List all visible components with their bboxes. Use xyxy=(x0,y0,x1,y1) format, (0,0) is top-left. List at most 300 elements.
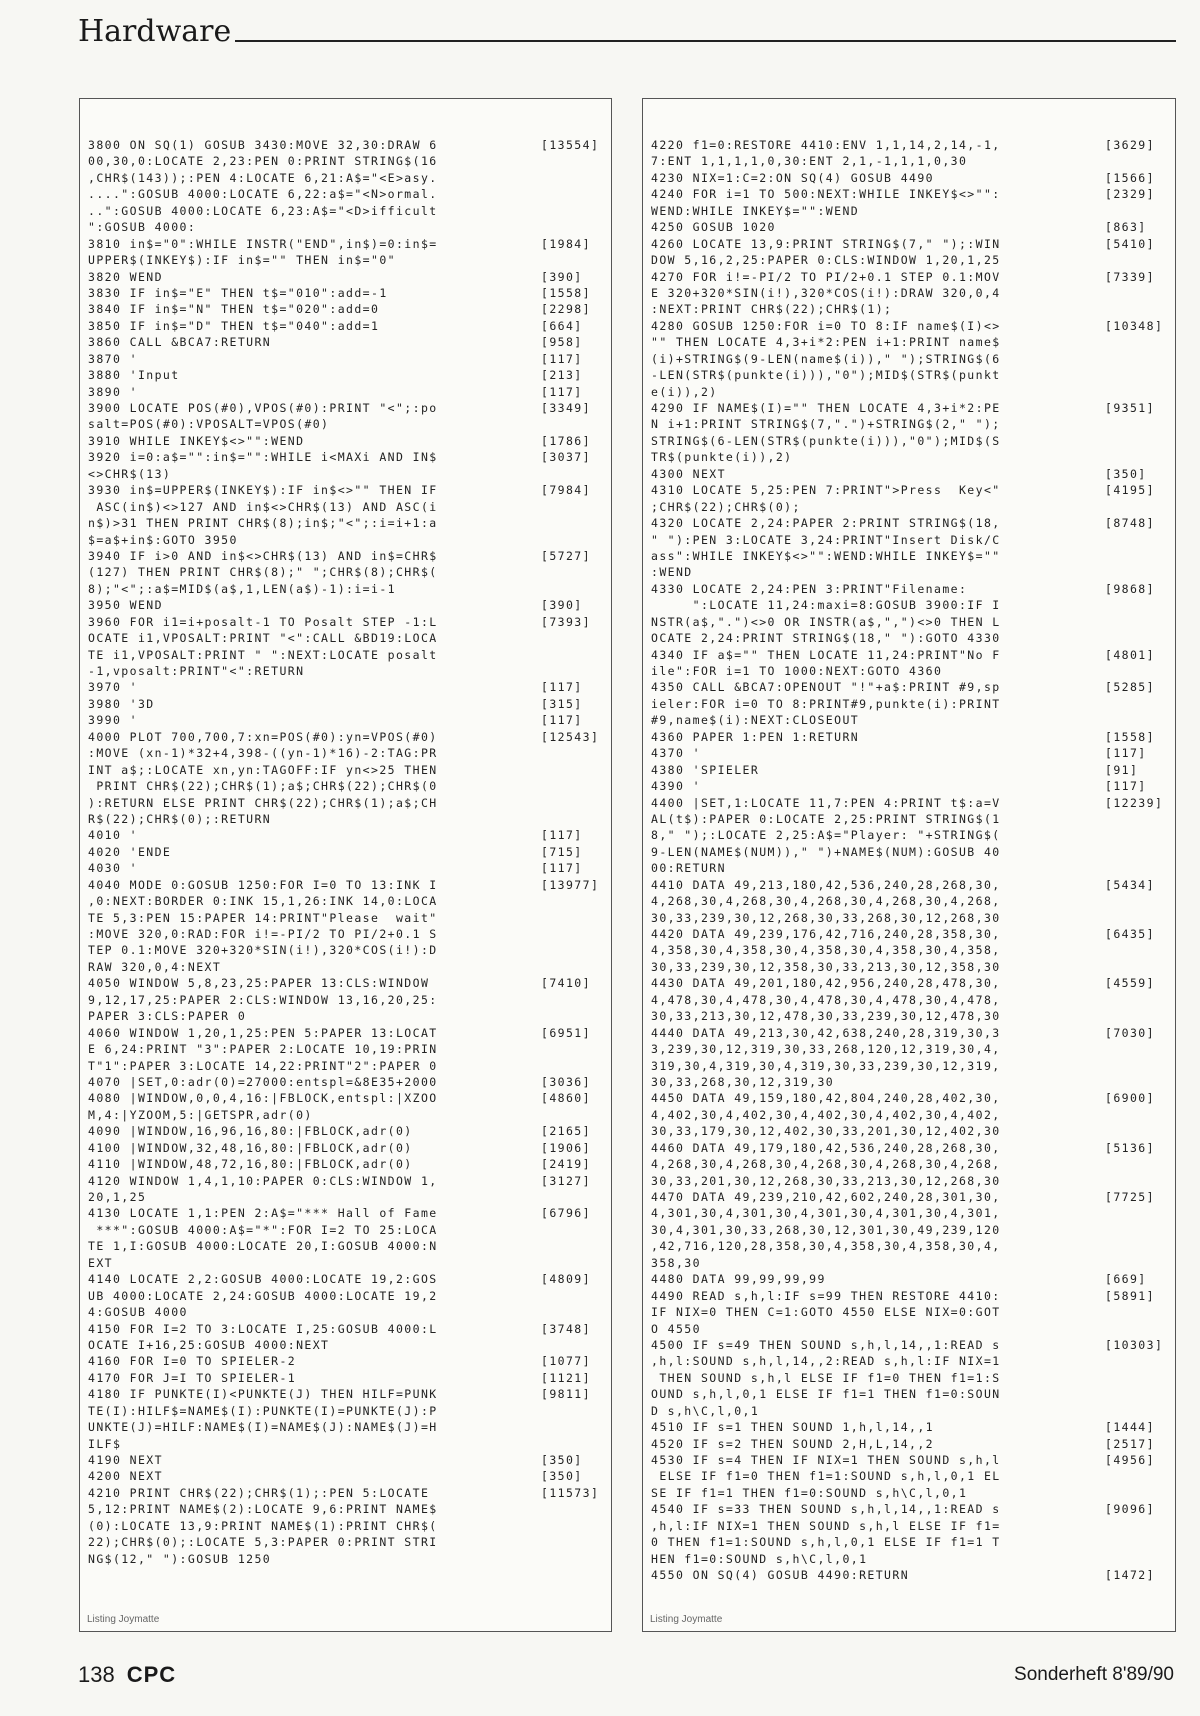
checksum: [3036] xyxy=(541,1074,591,1089)
code-line xyxy=(88,614,605,630)
code-line xyxy=(651,827,1169,843)
code-text: AL(t$):PAPER 0:LOCATE 2,25:PRINT STRING$(1 xyxy=(651,811,1001,826)
code-text: ":LOCATE 11,24:maxi=8:GOSUB 3900:IF I xyxy=(651,598,1001,613)
code-text: 30,33,239,30,12,358,30,33,213,30,12,358,30 xyxy=(651,959,1001,974)
code-text: " "):PEN 3:LOCATE 3,24:PRINT"Insert Disk/C xyxy=(651,532,1001,547)
code-line xyxy=(88,236,605,252)
code-text: 319,30,4,319,30,4,319,30,33,239,30,12,319, xyxy=(651,1058,1001,1073)
code-line xyxy=(88,1271,605,1287)
checksum xyxy=(537,630,605,646)
code-text: 3870 ' xyxy=(88,351,138,366)
code-text: NG$(12," "):GOSUB 1250 xyxy=(88,1551,272,1566)
code-text: UB 4000:LOCATE 2,24:GOSUB 4000:LOCATE 19,2 xyxy=(88,1288,438,1303)
code-text: 4260 LOCATE 13,9:PRINT STRING$(7," ");:WIN xyxy=(651,236,1001,251)
code-line xyxy=(651,1321,1169,1337)
code-text: 4420 DATA 49,239,176,42,716,240,28,358,30, xyxy=(651,927,1001,941)
checksum xyxy=(537,515,605,531)
code-text: 4100 |WINDOW,32,48,16,80:|FBLOCK,adr(0) xyxy=(88,1140,413,1155)
code-text: 4500 IF s=49 THEN SOUND s,h,l,14,,1:READ s xyxy=(651,1337,1001,1352)
code-text: 4490 READ s,h,l:IF s=99 THEN RESTORE 4410: xyxy=(651,1288,1001,1303)
code-line xyxy=(651,285,1169,301)
code-text: THEN SOUND s,h,l ELSE IF f1=0 THEN f1=1:S xyxy=(651,1370,1001,1385)
code-text: 4280 GOSUB 1250:FOR i=0 TO 8:IF name$(I)<> xyxy=(651,318,1001,333)
code-line xyxy=(651,301,1169,317)
code-line xyxy=(88,1173,605,1189)
checksum xyxy=(1101,203,1169,219)
code-line xyxy=(88,745,605,761)
checksum xyxy=(1101,1156,1169,1172)
checksum xyxy=(1101,992,1169,1008)
checksum xyxy=(1101,1353,1169,1369)
code-text: 4380 'SPIELER xyxy=(651,762,760,777)
code-line xyxy=(651,334,1169,350)
checksum xyxy=(1101,1058,1169,1074)
code-line xyxy=(651,877,1169,893)
checksum: [2419] xyxy=(541,1157,591,1172)
checksum xyxy=(1101,384,1169,400)
checksum: [3748] xyxy=(541,1321,591,1336)
code-text: 4440 DATA 49,213,30,42,638,240,28,319,30,3 xyxy=(651,1025,1001,1040)
listing-panel-left xyxy=(79,98,612,1632)
checksum: [10348] xyxy=(1105,318,1164,333)
code-text: 4460 DATA 49,179,180,42,536,240,28,268,30, xyxy=(651,1140,1001,1155)
checksum xyxy=(1101,893,1169,909)
checksum xyxy=(537,1008,605,1024)
page-footer-left xyxy=(78,1662,176,1688)
code-text: 3800 ON SQ(1) GOSUB 3430:MOVE 32,30:DRAW 6 xyxy=(88,138,438,152)
code-text: 4,358,30,4,358,30,4,358,30,4,358,30,4,358, xyxy=(651,943,1001,958)
code-text: ***":GOSUB 4000:A$="*":FOR I=2 TO 25:LOCA xyxy=(88,1222,438,1237)
checksum xyxy=(537,1107,605,1123)
checksum: [4809] xyxy=(541,1272,591,1287)
checksum xyxy=(537,219,605,235)
checksum xyxy=(537,252,605,268)
code-text: 4010 ' xyxy=(88,828,138,843)
code-line xyxy=(88,351,605,367)
checksum xyxy=(1101,910,1169,926)
code-text: DOW 5,16,2,25:PAPER 0:CLS:WINDOW 1,20,1,25 xyxy=(651,253,1001,268)
code-line xyxy=(88,1205,605,1221)
code-listing-right xyxy=(651,137,1169,1584)
checksum: [390] xyxy=(541,598,583,613)
checksum: [1566] xyxy=(1105,170,1155,185)
checksum: [5136] xyxy=(1105,1140,1155,1155)
code-text: EXT xyxy=(88,1255,113,1270)
code-line xyxy=(88,153,605,169)
checksum: [6951] xyxy=(541,1025,591,1040)
checksum xyxy=(537,762,605,778)
code-text: 3810 in$="0":WHILE INSTR("END",in$)=0:in$= xyxy=(88,236,438,251)
code-text: 3830 IF in$="E" THEN t$="010":add=-1 xyxy=(88,285,388,300)
code-line xyxy=(88,219,605,235)
checksum: [13977] xyxy=(541,877,600,892)
code-line xyxy=(651,647,1169,663)
code-line xyxy=(651,384,1169,400)
code-text: 3890 ' xyxy=(88,384,138,399)
code-text: ,h,l:IF NIX=1 THEN SOUND s,h,l ELSE IF f1= xyxy=(651,1518,1001,1533)
code-line xyxy=(88,712,605,728)
checksum: [958] xyxy=(541,335,583,350)
checksum: [3629] xyxy=(1105,138,1155,152)
checksum: [1984] xyxy=(541,236,591,251)
code-text: 8);"<";:a$=MID$(a$,1,LEN(a$)-1):i=i-1 xyxy=(88,581,396,596)
code-line xyxy=(88,1008,605,1024)
code-text: 4210 PRINT CHR$(22);CHR$(1);:PEN 5:LOCATE xyxy=(88,1485,430,1500)
code-line xyxy=(88,860,605,876)
code-text: 3,239,30,12,319,30,33,268,120,12,319,30,4, xyxy=(651,1042,1001,1057)
code-line xyxy=(651,696,1169,712)
code-text: 3940 IF i>0 AND in$<>CHR$(13) AND in$=CHR$ xyxy=(88,548,438,563)
checksum: [350] xyxy=(1105,466,1147,481)
checksum: [12239] xyxy=(1105,795,1164,810)
checksum xyxy=(1101,1534,1169,1550)
code-text: 4510 IF s=1 THEN SOUND 1,h,l,14,,1 xyxy=(651,1420,935,1435)
code-line xyxy=(651,1419,1169,1435)
code-line xyxy=(651,1468,1169,1484)
checksum xyxy=(1101,1321,1169,1337)
code-line xyxy=(651,351,1169,367)
code-line xyxy=(88,1222,605,1238)
checksum: [315] xyxy=(541,696,583,711)
code-text: 4:GOSUB 4000 xyxy=(88,1305,188,1320)
code-text: 4,301,30,4,301,30,4,301,30,4,301,30,4,301, xyxy=(651,1206,1001,1221)
code-line xyxy=(88,548,605,564)
code-text: 358,30 xyxy=(651,1255,701,1270)
checksum: [9868] xyxy=(1105,581,1155,596)
code-line xyxy=(651,778,1169,794)
code-text: 4120 WINDOW 1,4,1,10:PAPER 0:CLS:WINDOW 1, xyxy=(88,1173,438,1188)
code-line xyxy=(651,795,1169,811)
checksum xyxy=(1101,1255,1169,1271)
checksum: [6796] xyxy=(541,1206,591,1221)
code-line xyxy=(88,499,605,515)
checksum xyxy=(1101,499,1169,515)
checksum xyxy=(537,1238,605,1254)
checksum xyxy=(537,581,605,597)
code-text: 4550 ON SQ(4) GOSUB 4490:RETURN xyxy=(651,1568,910,1583)
code-line xyxy=(651,1205,1169,1221)
checksum xyxy=(537,893,605,909)
checksum: [7030] xyxy=(1105,1025,1155,1040)
code-text: ,42,716,120,28,358,30,4,358,30,4,358,30,4, xyxy=(651,1239,1001,1254)
checksum xyxy=(537,1337,605,1353)
code-line xyxy=(88,1074,605,1090)
checksum xyxy=(537,1058,605,1074)
code-line xyxy=(651,1025,1169,1041)
code-text: 4400 |SET,1:LOCATE 11,7:PEN 4:PRINT t$:a=V xyxy=(651,795,1001,810)
code-line xyxy=(651,1058,1169,1074)
code-line xyxy=(651,1518,1169,1534)
code-text: 0 THEN f1=1:SOUND s,h,l,0,1 ELSE IF f1=1 T xyxy=(651,1535,1001,1550)
checksum xyxy=(1101,696,1169,712)
code-text: :MOVE 320,0:RAD:FOR i!=-PI/2 TO PI/2+0.1 S xyxy=(88,927,438,941)
code-text: 4140 LOCATE 2,2:GOSUB 4000:LOCATE 19,2:GOS xyxy=(88,1272,438,1287)
code-line xyxy=(88,679,605,695)
checksum xyxy=(537,1041,605,1057)
code-text: 00:RETURN xyxy=(651,861,726,876)
code-line xyxy=(651,1551,1169,1567)
code-text: 4340 IF a$="" THEN LOCATE 11,24:PRINT"No F xyxy=(651,647,1001,662)
code-text: ....":GOSUB 4000:LOCATE 6,22:a$="<N>ormal. xyxy=(88,187,438,202)
code-text: 4350 CALL &BCA7:OPENOUT "!"+a$:PRINT #9,sp xyxy=(651,680,1001,695)
code-text: RAW 320,0,4:NEXT xyxy=(88,959,222,974)
code-text: 3930 in$=UPPER$(INKEY$):IF in$<>"" THEN IF xyxy=(88,483,438,498)
code-line xyxy=(651,416,1169,432)
code-text: 4,268,30,4,268,30,4,268,30,4,268,30,4,268, xyxy=(651,1157,1001,1172)
code-line xyxy=(651,367,1169,383)
code-text: 4290 IF NAME$(I)="" THEN LOCATE 4,3+i*2:PE xyxy=(651,401,1001,415)
code-line xyxy=(88,334,605,350)
code-line xyxy=(88,696,605,712)
code-line xyxy=(651,581,1169,597)
checksum xyxy=(1101,1551,1169,1567)
code-text: 30,33,213,30,12,478,30,33,239,30,12,478,30 xyxy=(651,1009,1001,1024)
checksum: [715] xyxy=(541,844,583,859)
code-line xyxy=(88,1353,605,1369)
code-line xyxy=(651,170,1169,186)
code-line xyxy=(88,466,605,482)
checksum: [213] xyxy=(541,368,583,383)
checksum xyxy=(537,203,605,219)
code-line xyxy=(88,186,605,202)
code-line xyxy=(651,1222,1169,1238)
checksum xyxy=(537,992,605,1008)
code-text: 4040 MODE 0:GOSUB 1250:FOR I=0 TO 13:INK I xyxy=(88,877,438,892)
checksum: [10303] xyxy=(1105,1337,1164,1352)
code-text: STRING$(6-LEN(STR$(punkte(i))),"0");MID$(S xyxy=(651,433,1001,448)
code-line xyxy=(88,1304,605,1320)
code-text: ,CHR$(143));:PEN 4:LOCATE 6,21:A$="<E>asy. xyxy=(88,170,438,185)
code-line xyxy=(651,729,1169,745)
code-text: IF NIX=0 THEN C=1:GOTO 4550 ELSE NIX=0:GOT xyxy=(651,1305,1001,1320)
code-text: 4,402,30,4,402,30,4,402,30,4,402,30,4,402, xyxy=(651,1107,1001,1122)
code-line xyxy=(88,1107,605,1123)
checksum xyxy=(1101,367,1169,383)
code-line xyxy=(88,564,605,580)
code-text: ":GOSUB 4000: xyxy=(88,220,197,235)
code-line xyxy=(88,1386,605,1402)
checksum: [2517] xyxy=(1105,1436,1155,1451)
code-text: 8," ");:LOCATE 2,25:A$="Player: "+STRING$( xyxy=(651,828,1001,843)
code-text: 4370 ' xyxy=(651,746,701,761)
checksum: [91] xyxy=(1105,762,1139,777)
code-line xyxy=(88,269,605,285)
code-text: PRINT CHR$(22);CHR$(1);a$;CHR$(22);CHR$(0 xyxy=(88,779,438,794)
code-line xyxy=(651,449,1169,465)
code-text: 3850 IF in$="D" THEN t$="040":add=1 xyxy=(88,318,380,333)
code-text: O 4550 xyxy=(651,1321,701,1336)
checksum: [350] xyxy=(541,1469,583,1484)
code-line xyxy=(88,992,605,1008)
code-line xyxy=(651,1452,1169,1468)
code-line xyxy=(88,647,605,663)
code-line xyxy=(651,1140,1169,1156)
code-line xyxy=(88,1419,605,1435)
code-line xyxy=(88,252,605,268)
code-line xyxy=(651,1436,1169,1452)
code-text: HEN f1=0:SOUND s,h\C,l,0,1 xyxy=(651,1551,868,1566)
code-line xyxy=(88,1452,605,1468)
code-line xyxy=(651,1304,1169,1320)
code-text: 3960 FOR i1=i+posalt-1 TO Posalt STEP -1:L xyxy=(88,614,438,629)
code-line xyxy=(651,153,1169,169)
checksum xyxy=(537,1255,605,1271)
code-line xyxy=(88,795,605,811)
code-line xyxy=(651,1534,1169,1550)
code-text: T"1":PAPER 3:LOCATE 14,22:PRINT"2":PAPER 0 xyxy=(88,1058,438,1073)
code-line xyxy=(651,844,1169,860)
code-text: 4470 DATA 49,239,210,42,602,240,28,301,30, xyxy=(651,1190,1001,1204)
code-line xyxy=(651,860,1169,876)
code-text: 22);CHR$(0);:LOCATE 5,3:PAPER 0:PRINT STRI xyxy=(88,1535,438,1550)
code-line xyxy=(651,1189,1169,1205)
checksum xyxy=(1101,1485,1169,1501)
checksum: [669] xyxy=(1105,1272,1147,1287)
checksum xyxy=(1101,1173,1169,1189)
checksum xyxy=(1101,630,1169,646)
checksum: [863] xyxy=(1105,220,1147,235)
code-text: 4330 LOCATE 2,24:PEN 3:PRINT"Filename: xyxy=(651,581,968,596)
checksum xyxy=(537,532,605,548)
code-line xyxy=(88,1041,605,1057)
checksum xyxy=(1101,301,1169,317)
code-text: UPPER$(INKEY$):IF in$="" THEN in$="0" xyxy=(88,253,396,268)
code-line xyxy=(651,992,1169,1008)
checksum: [9811] xyxy=(541,1387,591,1402)
code-text: 3910 WHILE INKEY$<>"":WEND xyxy=(88,433,305,448)
code-text: TE i1,VPOSALT:PRINT " ":NEXT:LOCATE posalt xyxy=(88,647,438,662)
checksum xyxy=(537,416,605,432)
checksum: [9096] xyxy=(1105,1502,1155,1517)
code-text: 4320 LOCATE 2,24:PAPER 2:PRINT STRING$(18, xyxy=(651,516,1001,531)
code-line xyxy=(88,811,605,827)
checksum: [3127] xyxy=(541,1173,591,1188)
checksum: [664] xyxy=(541,318,583,333)
checksum: [4195] xyxy=(1105,483,1155,498)
code-line xyxy=(651,1501,1169,1517)
code-line xyxy=(651,1288,1169,1304)
code-text: ieler:FOR i=0 TO 8:PRINT#9,punkte(i):PRINT xyxy=(651,696,1001,711)
code-text: 4000 PLOT 700,700,7:xn=POS(#0):yn=VPOS(#0) xyxy=(88,729,438,744)
code-text: 9-LEN(NAME$(NUM))," ")+NAME$(NUM):GOSUB 40 xyxy=(651,844,1001,859)
checksum: [1906] xyxy=(541,1140,591,1155)
checksum: [3037] xyxy=(541,450,591,465)
issue-label: Sonderheft 8'89/90 xyxy=(1014,1664,1174,1685)
code-text: ELSE IF f1=0 THEN f1=1:SOUND s,h,l,0,1 EL xyxy=(651,1469,1001,1484)
checksum xyxy=(537,745,605,761)
checksum xyxy=(1101,416,1169,432)
code-line xyxy=(88,449,605,465)
code-text: 4250 GOSUB 1020 xyxy=(651,220,776,235)
code-text: INT a$;:LOCATE xn,yn:TAGOFF:IF yn<>25 THEN xyxy=(88,762,438,777)
code-text: ,h,l:SOUND s,h,l,14,,2:READ s,h,l:IF NIX=1 xyxy=(651,1354,1001,1369)
checksum: [2329] xyxy=(1105,187,1155,202)
code-text: :WEND xyxy=(651,565,693,580)
code-text: 3820 WEND xyxy=(88,269,163,284)
checksum xyxy=(1101,1041,1169,1057)
code-text: UNKTE(J)=HILF:NAME$(I)=NAME$(J):NAME$(J)=H xyxy=(88,1420,438,1435)
checksum: [5727] xyxy=(541,548,591,563)
code-text: (0):LOCATE 13,9:PRINT NAME$(1):PRINT CHR$( xyxy=(88,1518,438,1533)
code-text: NSTR(a$,".")<>0 OR INSTR(a$,",")<>0 THEN L xyxy=(651,614,1001,629)
code-line xyxy=(651,1156,1169,1172)
checksum xyxy=(537,910,605,926)
code-line xyxy=(651,663,1169,679)
code-text: 4530 IF s=4 THEN IF NIX=1 THEN SOUND s,h,l xyxy=(651,1453,1001,1467)
code-line xyxy=(88,1468,605,1484)
checksum xyxy=(1101,351,1169,367)
code-line xyxy=(88,1518,605,1534)
code-text: 3880 'Input xyxy=(88,368,180,383)
code-text: OCATE i1,VPOSALT:PRINT "<":CALL &BD19:LOCA xyxy=(88,631,438,646)
code-line xyxy=(88,515,605,531)
code-text: 30,4,301,30,33,268,30,12,301,30,49,239,120 xyxy=(651,1222,1001,1237)
code-text: <>CHR$(13) xyxy=(88,466,172,481)
checksum xyxy=(1101,1008,1169,1024)
checksum xyxy=(1101,449,1169,465)
code-line xyxy=(88,926,605,942)
code-line xyxy=(651,1271,1169,1287)
code-text: n$)>31 THEN PRINT CHR$(8);in$;"<";:i=i+1:a xyxy=(88,516,438,531)
code-line xyxy=(651,532,1169,548)
checksum xyxy=(537,1436,605,1452)
code-line xyxy=(88,1255,605,1271)
code-text: SE IF f1=1 THEN f1=0:SOUND s,h\C,l,0,1 xyxy=(651,1485,968,1500)
checksum: [12543] xyxy=(541,729,600,744)
code-text: "" THEN LOCATE 4,3+i*2:PEN i+1:PRINT name$ xyxy=(651,335,1001,350)
checksum xyxy=(1101,663,1169,679)
checksum xyxy=(1101,844,1169,860)
checksum: [117] xyxy=(541,713,583,728)
code-text: OCATE 2,24:PRINT STRING$(18," "):GOTO 4330 xyxy=(651,631,1001,646)
checksum: [350] xyxy=(541,1453,583,1467)
checksum xyxy=(537,1501,605,1517)
checksum: [4860] xyxy=(541,1091,591,1106)
checksum: [117] xyxy=(1105,746,1147,761)
checksum xyxy=(1101,1304,1169,1320)
code-text: :NEXT:PRINT CHR$(22);CHR$(1); xyxy=(651,302,893,317)
code-line xyxy=(651,564,1169,580)
code-text: -LEN(STR$(punkte(i))),"0");MID$(STR$(punkt xyxy=(651,368,1001,383)
code-text: 4,478,30,4,478,30,4,478,30,4,478,30,4,478, xyxy=(651,992,1001,1007)
checksum xyxy=(1101,564,1169,580)
code-line xyxy=(651,942,1169,958)
code-text: ASC(in$)<>127 AND in$<>CHR$(13) AND ASC(i xyxy=(88,499,438,514)
code-line xyxy=(88,1321,605,1337)
code-text: D s,h\C,l,0,1 xyxy=(651,1403,760,1418)
code-text: TE(I):HILF$=NAME$(I):PUNKTE(I)=PUNKTE(J):P xyxy=(88,1403,438,1418)
code-line xyxy=(88,597,605,613)
cpc-logo: CPC xyxy=(126,1662,177,1687)
code-line xyxy=(651,203,1169,219)
code-text: ;CHR$(22);CHR$(0); xyxy=(651,499,801,514)
code-text: 3920 i=0:a$="":in$="":WHILE i<MAXi AND IN$ xyxy=(88,450,438,465)
checksum xyxy=(537,170,605,186)
checksum: [7393] xyxy=(541,614,591,629)
code-line xyxy=(651,1353,1169,1369)
code-line xyxy=(651,515,1169,531)
code-text: E 320+320*SIN(i!),320*COS(i!):DRAW 320,0,4 xyxy=(651,285,1001,300)
code-line xyxy=(88,1123,605,1139)
code-text: $=a$+in$:GOTO 3950 xyxy=(88,532,238,547)
checksum: [4956] xyxy=(1105,1453,1155,1467)
checksum: [5285] xyxy=(1105,680,1155,695)
code-line xyxy=(651,1074,1169,1090)
code-line xyxy=(88,170,605,186)
checksum xyxy=(1101,532,1169,548)
code-line xyxy=(88,532,605,548)
code-text: TE 5,3:PEN 15:PAPER 14:PRINT"Please wait" xyxy=(88,910,438,925)
